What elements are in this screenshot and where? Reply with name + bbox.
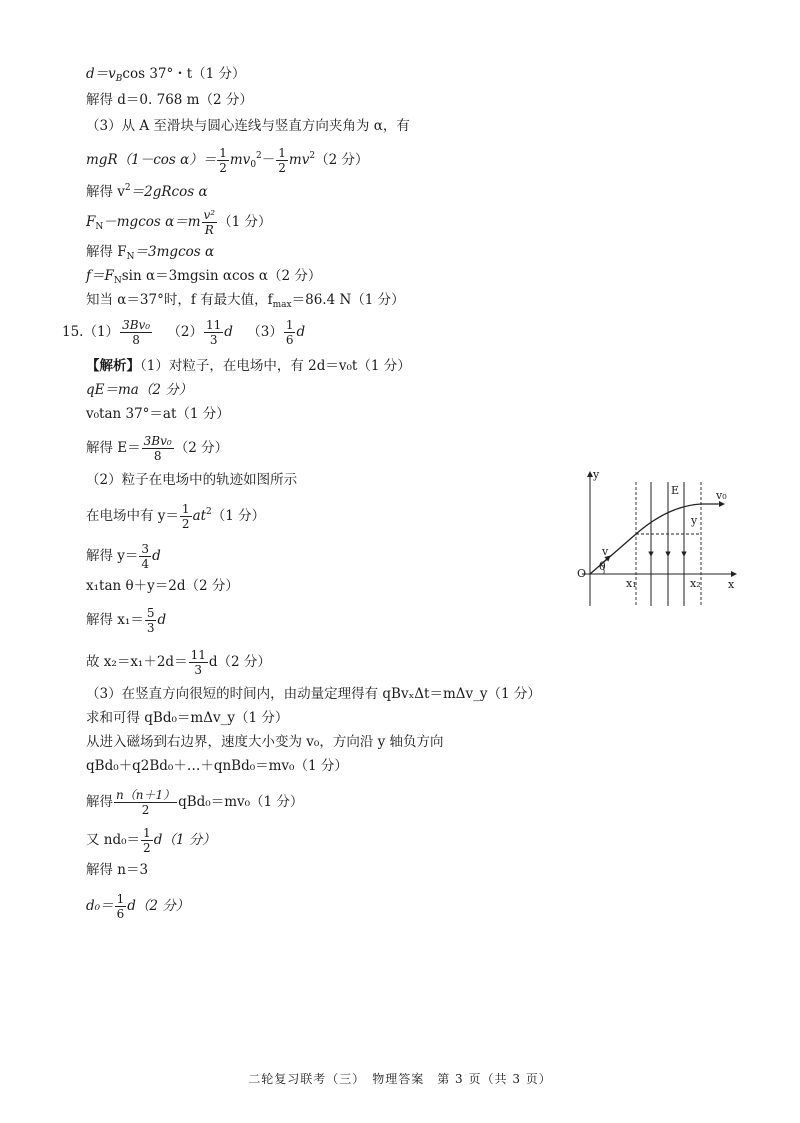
eq-distance	[86, 64, 246, 89]
eq-text: d（1 分）	[153, 832, 216, 848]
solve-x2	[86, 648, 271, 677]
eq-text: d	[152, 548, 161, 564]
eq-text: d₀＝	[86, 898, 114, 914]
frac-den: 8	[132, 333, 140, 347]
eq-text: （1 分）	[211, 508, 266, 524]
y-segment-label: y	[691, 514, 698, 527]
y-eq	[86, 502, 265, 531]
eq-text: 解得 F	[86, 244, 127, 260]
eq-text: 解得	[86, 794, 113, 810]
frac-num: 3	[141, 542, 150, 556]
eq-text: 故 x₂＝x₁＋2d＝	[86, 654, 188, 670]
part3-intro: （3）从 A 至滑块与圆心连线与竖直方向夹角为 α，有	[86, 118, 410, 134]
sum-eq: 求和可得 qBd₀＝mΔv_y（1 分）	[86, 710, 289, 726]
fraction	[204, 318, 223, 347]
frac-num: 3Bv₀	[122, 318, 151, 332]
frac-num: 1	[116, 892, 125, 906]
v0-label: v₀	[716, 489, 727, 502]
momentum-theorem: （3）在竖直方向很短的时间内，由动量定理得有 qBvₓΔt＝mΔv_y（1 分）	[86, 686, 541, 702]
eq-text: d（2 分）	[208, 654, 271, 670]
eq-text: 又 nd₀＝	[86, 832, 141, 848]
frac-den: 6	[285, 333, 294, 347]
eq-text: at	[192, 508, 207, 524]
eq-sub: N	[95, 222, 104, 232]
series-eq: qBd₀＋q2Bd₀＋…＋qnBd₀＝mv₀（1 分）	[86, 758, 348, 774]
frac-den: 2	[219, 161, 227, 175]
solve-d0	[86, 892, 189, 921]
fraction	[120, 318, 152, 347]
fraction	[276, 146, 288, 175]
frac-num: 1	[143, 826, 151, 840]
fraction	[141, 826, 153, 855]
frac-num: 1	[219, 146, 227, 160]
theta-label: θ	[599, 560, 606, 573]
part-label: （3）	[247, 324, 283, 340]
eq-text: （2 分）	[315, 152, 369, 168]
x-axis-label: x	[728, 578, 735, 591]
eq-text: ＝3mgcos α	[134, 244, 215, 260]
eq-text: －	[261, 152, 276, 168]
particle-trajectory	[590, 504, 718, 574]
frac-num: n（n＋1）	[116, 788, 176, 802]
field-label-e: E	[671, 484, 680, 497]
q15-number: 15.（1）	[62, 324, 120, 340]
solve-v2	[86, 178, 208, 202]
fraction	[217, 146, 229, 175]
eq-text: f＝F	[86, 268, 114, 284]
frac-den: 3	[146, 621, 155, 635]
origin-label: O	[577, 567, 587, 580]
fraction	[284, 318, 296, 347]
v-label: v	[602, 545, 609, 558]
frac-num: 5	[146, 606, 155, 620]
eq-text: 知当 α＝37°时，f 有最大值，f	[86, 292, 273, 308]
eq-text: d	[224, 324, 233, 340]
fraction	[114, 788, 177, 817]
y-axis-label: y	[593, 468, 600, 481]
energy-equation	[86, 146, 368, 175]
frac-num: 11	[190, 648, 206, 662]
frac-den: R	[204, 223, 214, 237]
q15-answers	[62, 318, 305, 347]
eq-text: F	[86, 214, 96, 230]
eq-text: 解得 E＝	[86, 440, 141, 456]
eq-sub: N	[113, 276, 122, 286]
tan-eq: v₀tan 37°＝at（1 分）	[86, 406, 230, 422]
eq-text: mv	[288, 152, 310, 168]
frac-den: 3	[194, 663, 203, 677]
fraction	[189, 648, 208, 677]
nd0-eq	[86, 826, 216, 855]
solve-x1	[86, 606, 166, 635]
eq-text: （1 分）	[218, 214, 272, 230]
eq-text: qBd₀＝mv₀（1 分）	[178, 794, 304, 810]
eq-text: ＝86.4 N（1 分）	[291, 292, 405, 308]
eq-text: 解得 v	[86, 184, 125, 200]
solve-e	[86, 434, 228, 463]
eq-sub: max	[272, 300, 292, 310]
eq-sup: 2	[309, 151, 316, 161]
frac-num: 1	[285, 318, 294, 332]
frac-num: 1	[181, 502, 190, 516]
x2-label: x₂	[690, 577, 701, 590]
frac-num: v²	[203, 208, 216, 222]
solve-d: 解得 d＝0. 768 m（2 分）	[86, 92, 253, 108]
eq-sup: 2	[206, 507, 212, 517]
x1-label: x₁	[626, 577, 637, 590]
eq-text: ＝2gRcos α	[130, 184, 208, 200]
qe-ma: qE＝ma（2 分）	[86, 382, 193, 398]
frac-den: 8	[153, 449, 162, 463]
frac-den: 2	[278, 161, 286, 175]
eq-text: 在电场中有 y＝	[86, 508, 179, 524]
frac-num: 1	[278, 146, 286, 160]
eq-text: mgR（1－cos α）＝	[86, 152, 217, 168]
fraction	[202, 208, 218, 237]
eq-sub: 0	[250, 160, 257, 170]
fraction	[145, 606, 157, 635]
frac-den: 2	[181, 517, 190, 531]
eq-text: －mgcos α＝m	[103, 214, 201, 230]
boundary-text: 从进入磁场到右边界，速度大小变为 v₀，方向沿 y 轴负方向	[86, 734, 444, 750]
eq-text: 解得 y＝	[86, 548, 139, 564]
solve-y	[86, 542, 161, 571]
eq-sub: B	[115, 74, 123, 84]
eq-text: mv	[229, 152, 251, 168]
frac-den: 4	[141, 557, 150, 571]
eq-text: d（2 分）	[127, 898, 190, 914]
solve-fn	[86, 242, 214, 267]
solve-n: 解得 n＝3	[86, 862, 149, 878]
fraction	[115, 892, 127, 921]
fraction	[139, 542, 151, 571]
eq-text: 解得 x₁＝	[86, 612, 144, 628]
eq-sup: 2	[124, 183, 131, 193]
frac-den: 2	[141, 803, 150, 817]
eq-text: d	[157, 612, 167, 628]
max-friction	[86, 290, 405, 315]
eq-text: sin α＝3mgsin αcos α（2 分）	[121, 268, 322, 284]
x1-eq: x₁tan θ＋y＝2d（2 分）	[86, 578, 239, 594]
frac-den: 3	[209, 333, 218, 347]
eq-text: （1）对粒子，在电场中，有 2d＝v₀t（1 分）	[140, 358, 411, 374]
eq-text: cos 37°・t（1 分）	[122, 66, 246, 82]
solve-series	[86, 788, 303, 817]
eq-text: d	[296, 324, 306, 340]
frac-num: 3Bv₀	[143, 434, 172, 448]
frac-num: 11	[206, 318, 222, 332]
eq-text: d＝v	[86, 66, 116, 82]
frac-den: 2	[143, 841, 151, 855]
part-label: （2）	[167, 324, 203, 340]
eq-text: （2 分）	[174, 440, 229, 456]
analysis-label: 【解析】	[86, 358, 140, 374]
friction-eq	[86, 266, 321, 291]
fraction	[180, 502, 192, 531]
eq-sub: N	[126, 252, 135, 262]
normal-force-eq	[86, 208, 272, 237]
frac-den: 6	[116, 907, 125, 921]
fraction	[142, 434, 174, 463]
analysis-start	[86, 356, 411, 376]
eq-sup: 2	[256, 151, 262, 161]
part2-intro: （2）粒子在电场中的轨迹如图所示	[86, 472, 298, 488]
trajectory-diagram	[568, 466, 743, 611]
page-footer: 二轮复习联考（三） 物理答案 第 3 页（共 3 页）	[248, 1072, 552, 1086]
